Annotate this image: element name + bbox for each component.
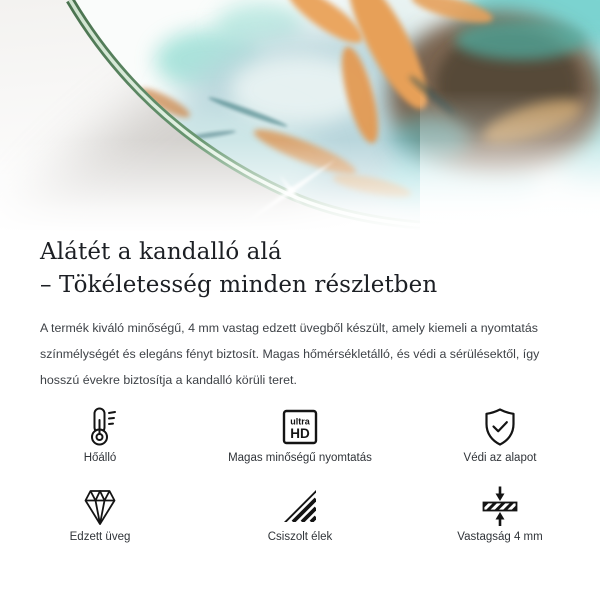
hero-product-photo [0, 0, 600, 232]
feature-grid [0, 405, 600, 543]
feature-polished-edges [200, 484, 400, 543]
description-line: színmélységét és elegáns fényt biztosít. Magas hőmérsékletálló, és védi a sérülésektől, így [40, 347, 540, 361]
page-title-line2: – Tökéletesség minden részletben [40, 272, 438, 298]
feature-label: Csiszolt élek [267, 531, 333, 543]
thickness-icon [478, 484, 522, 528]
feature-heat-resistant [0, 405, 200, 464]
feature-thickness [400, 484, 600, 543]
description-line: A termék kiváló minőségű, 4 mm vastag edzett üvegből készült, amely kiemeli a nyomtatás [40, 321, 538, 335]
shield-check-icon [478, 405, 522, 449]
thermometer-icon [78, 405, 122, 449]
polished-edges-icon [278, 484, 322, 528]
feature-tempered-glass [0, 484, 200, 543]
feature-label: Vastagság 4 mm [457, 531, 543, 543]
page-title [40, 236, 560, 302]
bottom-fade [0, 140, 600, 232]
feature-label: Hőálló [83, 452, 117, 464]
glass-mat-image [0, 0, 600, 232]
feature-label: Edzett üveg [69, 531, 131, 543]
description-line: hosszú évekre biztosítja a kandalló körüli teret. [40, 373, 297, 387]
diamond-icon [78, 484, 122, 528]
feature-label: Védi az alapot [463, 452, 537, 464]
ultra-hd-icon-text-bottom: HD [290, 426, 310, 441]
ultra-hd-icon-text-top: ultra [290, 416, 310, 427]
product-description [40, 315, 560, 393]
feature-label: Magas minőségű nyomtatás [228, 452, 372, 464]
feature-ultra-hd-print [200, 405, 400, 464]
ultra-hd-icon [278, 405, 322, 449]
feature-protects-base [400, 405, 600, 464]
page-title-line1: Alátét a kandalló alá [40, 239, 282, 265]
